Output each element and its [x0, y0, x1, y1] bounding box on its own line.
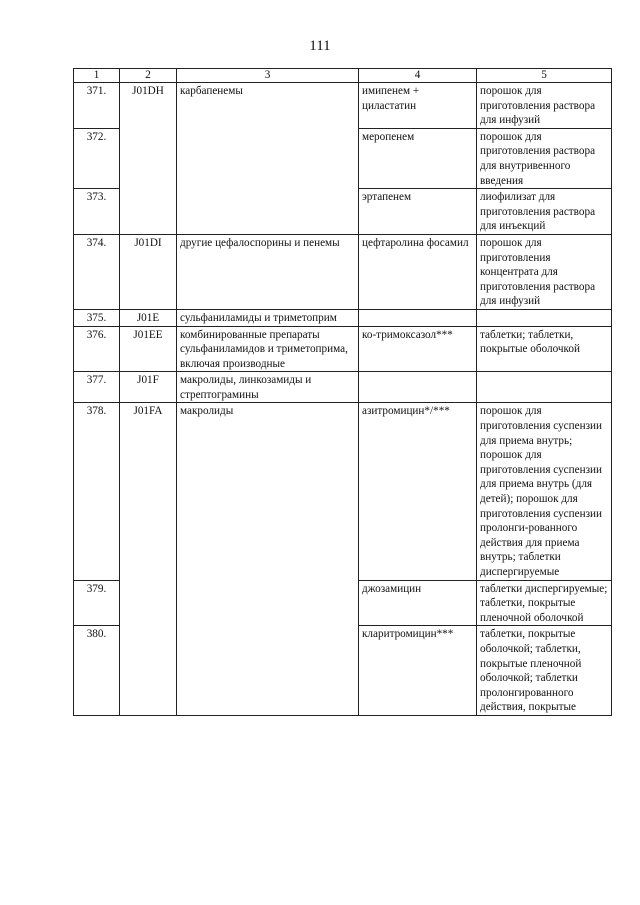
atc-code: J01DI	[120, 234, 177, 309]
row-number: 372.	[74, 128, 120, 188]
drug-name	[359, 372, 477, 403]
dosage-form: таблетки; таблетки, покрытые оболочкой	[477, 326, 612, 372]
row-number: 377.	[74, 372, 120, 403]
dosage-form: таблетки, покрытые оболочкой; таблетки, покрытые пленочной оболочкой; таблетки пролонгированного действия, покрытые	[477, 626, 612, 716]
drug-name: джозамицин	[359, 580, 477, 626]
drug-name	[359, 309, 477, 326]
group-name: карбапенемы	[177, 83, 359, 235]
dosage-form: лиофилизат для приготовления раствора для инъекций	[477, 189, 612, 235]
table-row	[74, 309, 612, 326]
column-header: 4	[359, 69, 477, 83]
row-number: 376.	[74, 326, 120, 372]
group-name: сульфаниламиды и триметоприм	[177, 309, 359, 326]
drug-name: цефтаролина фосамил	[359, 234, 477, 309]
row-number: 374.	[74, 234, 120, 309]
drug-name: ко-тримоксазол***	[359, 326, 477, 372]
row-number: 380.	[74, 626, 120, 716]
drug-name: эртапенем	[359, 189, 477, 235]
table-row	[74, 372, 612, 403]
table-row	[74, 403, 612, 580]
table-row	[74, 326, 612, 372]
drug-table	[73, 68, 612, 716]
dosage-form: таблетки диспергируемые; таблетки, покрытые пленочной оболочкой	[477, 580, 612, 626]
column-number-row	[74, 69, 612, 83]
column-header: 5	[477, 69, 612, 83]
table-row	[74, 234, 612, 309]
row-number: 371.	[74, 83, 120, 129]
column-header: 2	[120, 69, 177, 83]
drug-name: меропенем	[359, 128, 477, 188]
dosage-form: порошок для приготовления раствора для внутривенного введения	[477, 128, 612, 188]
atc-code: J01FA	[120, 403, 177, 715]
atc-code: J01EE	[120, 326, 177, 372]
atc-code: J01E	[120, 309, 177, 326]
group-name: комбинированные препараты сульфаниламидов и триметоприма, включая производные	[177, 326, 359, 372]
group-name: другие цефалоспорины и пенемы	[177, 234, 359, 309]
dosage-form	[477, 309, 612, 326]
drug-name: азитромицин*/***	[359, 403, 477, 580]
page-number: 111	[309, 38, 331, 54]
dosage-form: порошок для приготовления концентрата для приготовления раствора для инфузий	[477, 234, 612, 309]
row-number: 375.	[74, 309, 120, 326]
row-number: 378.	[74, 403, 120, 580]
row-number: 373.	[74, 189, 120, 235]
atc-code: J01DH	[120, 83, 177, 235]
column-header: 3	[177, 69, 359, 83]
group-name: макролиды, линкозамиды и стрептограмины	[177, 372, 359, 403]
drug-name: кларитромицин***	[359, 626, 477, 716]
column-header: 1	[74, 69, 120, 83]
table-row	[74, 83, 612, 129]
row-number: 379.	[74, 580, 120, 626]
dosage-form: порошок для приготовления суспензии для приема внутрь; порошок для приготовления суспензии для приема внутрь (для детей); порошок для приготовления суспензии пролонги-рованного действия для приема внутрь; таблетки диспергируемые	[477, 403, 612, 580]
drug-name: имипенем + циластатин	[359, 83, 477, 129]
dosage-form: порошок для приготовления раствора для инфузий	[477, 83, 612, 129]
group-name: макролиды	[177, 403, 359, 715]
dosage-form	[477, 372, 612, 403]
atc-code: J01F	[120, 372, 177, 403]
